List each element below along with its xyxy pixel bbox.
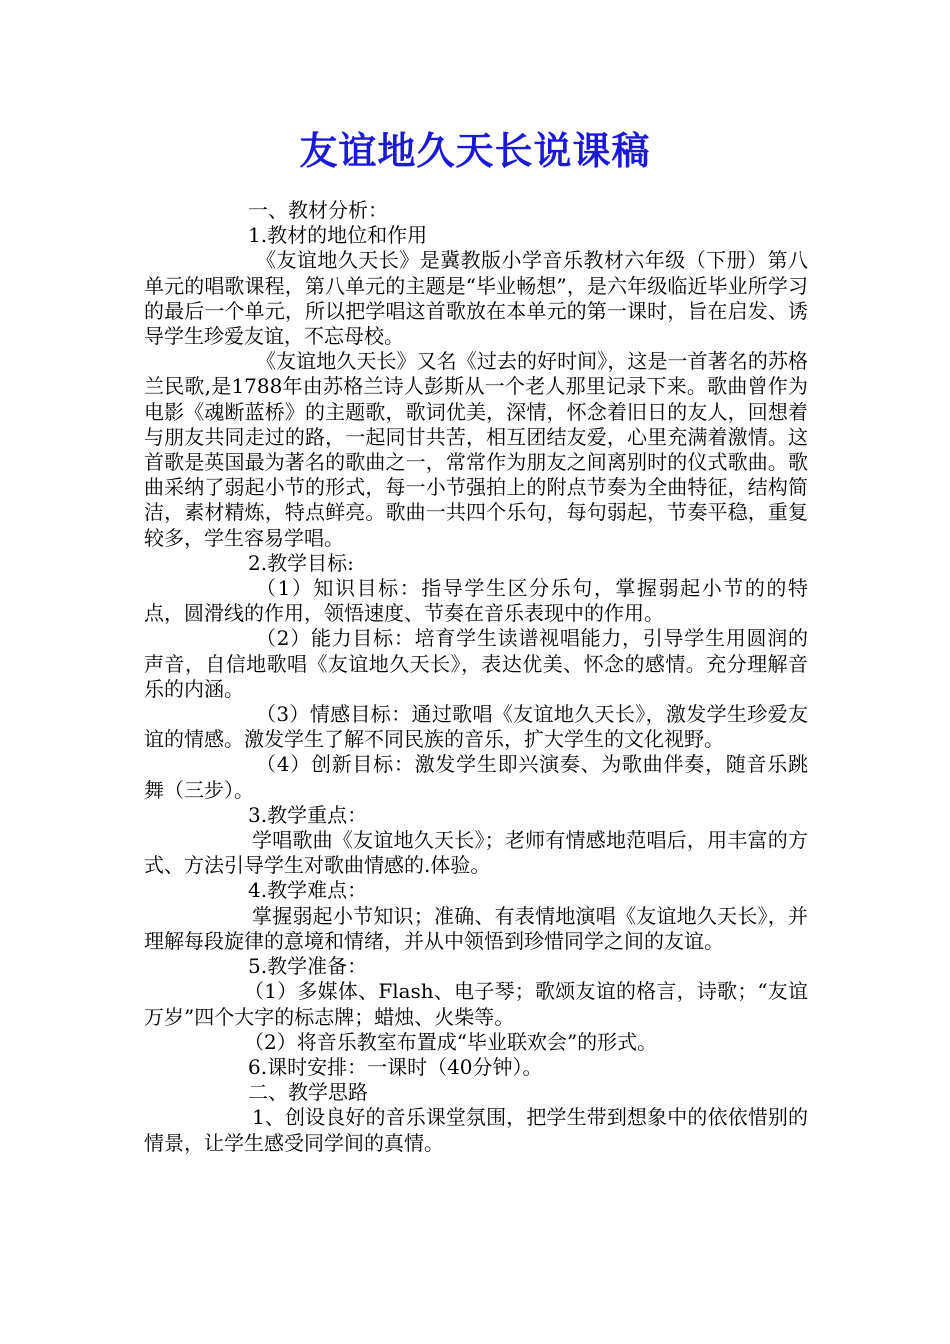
paragraph: 学唱歌曲《友谊地久天长》；老师有情感地范唱后，用丰富的方式、方法引导学生对歌曲情感的.体验。 — [144, 828, 808, 878]
paragraph: （1）知识目标：指导学生区分乐句，掌握弱起小节的的特点，圆滑线的作用，领悟速度、节奏在音乐表现中的作用。 — [144, 576, 808, 626]
paragraph: 掌握弱起小节知识；准确、有表情地演唱《友谊地久天长》，并理解每段旋律的意境和情绪，并从中领悟到珍惜同学之间的友谊。 — [144, 903, 808, 953]
subheading-6: 6.课时安排：一课时（40分钟）。 — [248, 1054, 543, 1079]
subheading-5: 5.教学准备： — [248, 954, 368, 979]
paragraph: 1、创设良好的音乐课堂氛围，把学生带到想象中的依依惜别的情景，让学生感受同学间的真情。 — [144, 1105, 808, 1155]
subheading-4: 4.教学难点： — [248, 878, 368, 903]
paragraph: （2）能力目标：培育学生读谱视唱能力，引导学生用圆润的声音，自信地歌唱《友谊地久天长》，表达优美、怀念的感情。充分理解音乐的内涵。 — [144, 626, 808, 701]
paragraph: （1）多媒体、Flash、电子琴；歌颂友谊的格言，诗歌；“友谊万岁”四个大字的标志牌；蜡烛、火柴等。 — [144, 979, 808, 1029]
subheading-2: 2.教学目标: — [248, 550, 354, 575]
document-title: 友谊地久天长说课稿 — [299, 128, 651, 173]
section-heading-2: 二、教学思路 — [248, 1080, 368, 1105]
subheading-1: 1.教材的地位和作用 — [248, 223, 428, 248]
paragraph: 《友谊地久天长》是冀教版小学音乐教材六年级（下册）第八单元的唱歌课程，第八单元的主题是“毕业畅想”，是六年级临近毕业所学习的最后一个单元，所以把学唱这首歌放在本单元的第一课时，旨在启发、诱导学生珍爱友谊，不忘母校。 — [144, 248, 808, 349]
paragraph: （2）将音乐教室布置成“毕业联欢会”的形式。 — [244, 1029, 658, 1054]
subheading-3: 3.教学重点： — [248, 802, 368, 827]
paragraph: （4）创新目标：激发学生即兴演奏、为歌曲伴奏，随音乐跳舞（三步）。 — [144, 752, 808, 802]
paragraph: （3）情感目标：通过歌唱《友谊地久天长》，激发学生珍爱友谊的情感。激发学生了解不同民族的音乐，扩大学生的文化视野。 — [144, 702, 808, 752]
section-heading-1: 一、教材分析： — [248, 198, 388, 222]
document-body — [144, 198, 808, 1156]
paragraph: 《友谊地久天长》又名《过去的好时间》，这是一首著名的苏格兰民歌,是1788年由苏格兰诗人彭斯从一个老人那里记录下来。歌曲曾作为电影《魂断蓝桥》的主题歌，歌词优美，深情，怀念着旧日的友人，回想着与朋友共同走过的路，一起同甘共苦，相互团结友爱，心里充满着激情。这首歌是英国最为著名的歌曲之一，常常作为朋友之间离别时的仪式歌曲。歌曲采纳了弱起小节的形式，每一小节强拍上的附点节奏为全曲特征，结构简洁，素材精炼，特点鲜亮。歌曲一共四个乐句，每句弱起，节奏平稳，重复较多，学生容易学唱。 — [144, 349, 808, 550]
